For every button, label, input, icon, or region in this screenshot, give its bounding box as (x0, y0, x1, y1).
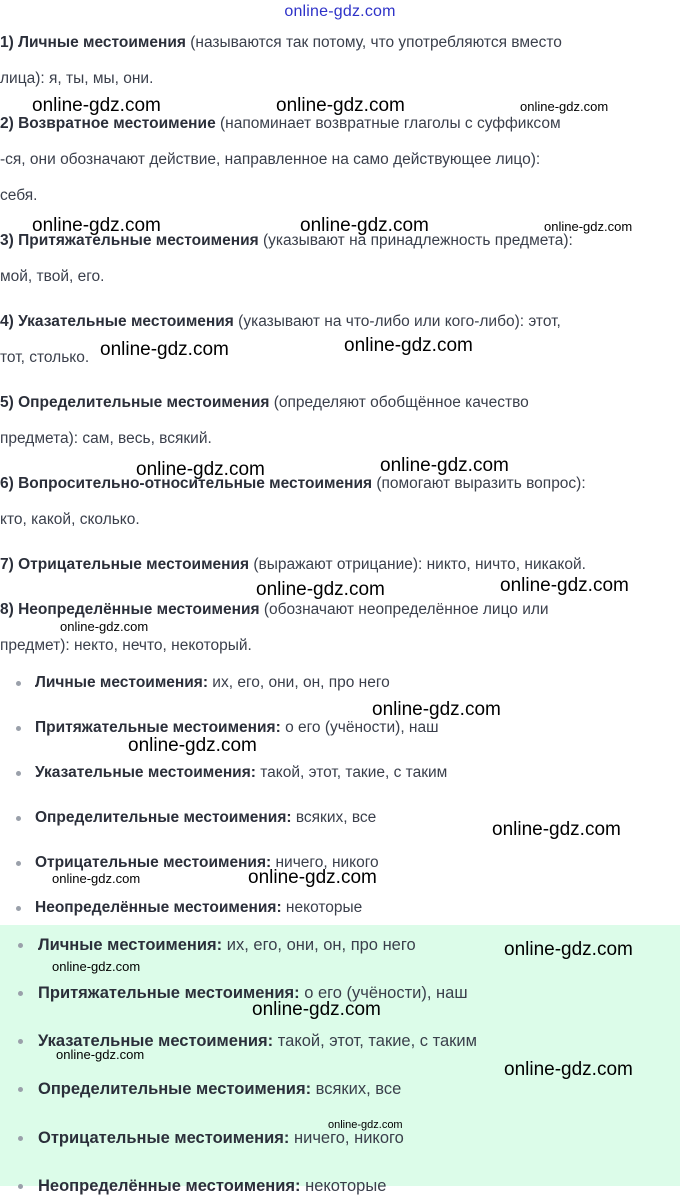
watermark: online-gdz.com (52, 959, 141, 974)
list-item-negative: 7) Отрицательные местоимения (выражают отрицание): никто, ничто, никакой. (0, 556, 586, 573)
watermark: online-gdz.com (300, 215, 429, 236)
bullet-dot (16, 681, 21, 686)
watermark: online-gdz.com (328, 1119, 403, 1131)
list-item-possessive: 3) Притяжательные местоимения (указывают на принадлежность предмета): мой, твой, его. (0, 232, 573, 285)
watermark: online-gdz.com (520, 99, 609, 114)
bullet-dot (16, 726, 21, 731)
list-item-demonstrative: 4) Указательные местоимения (указывают на что-либо или кого-либо): этот, тот, столько. (0, 313, 561, 366)
bullet-dot (16, 906, 21, 911)
watermark: online-gdz.com (252, 999, 381, 1020)
watermark: online-gdz.com (128, 735, 257, 756)
watermark: online-gdz.com (276, 95, 405, 116)
watermark: online-gdz.com (100, 339, 229, 360)
bullet-dot (18, 1087, 23, 1092)
bullet-dot (18, 1184, 23, 1189)
list-item-indefinite: 8) Неопределённые местоимения (обозначают неопределённое лицо или предмет): некто, нечто, некоторый. (0, 601, 549, 654)
bullet-dot (16, 861, 21, 866)
watermark: online-gdz.com (256, 579, 385, 600)
bullet-dot (18, 943, 23, 948)
list-item-determinative: 5) Определительные местоимения (определяют обобщённое качество предмета): сам, весь, всякий. (0, 394, 529, 447)
watermark: online-gdz.com (504, 1059, 633, 1080)
watermark: online-gdz.com (32, 215, 161, 236)
list-item-interrogative: 6) Вопросительно-относительные местоимения (помогают выразить вопрос): кто, какой, сколько. (0, 475, 586, 528)
site-header-logo[interactable]: online-gdz.com (284, 3, 396, 20)
watermark: online-gdz.com (372, 699, 501, 720)
list-item-personal: 1) Личные местоимения (называются так потому, что употребляются вместо лица): я, ты, мы, они. (0, 34, 562, 87)
watermark: online-gdz.com (344, 335, 473, 356)
watermark: online-gdz.com (380, 455, 509, 476)
watermark: online-gdz.com (544, 219, 633, 234)
watermark: online-gdz.com (248, 867, 377, 888)
bullet-dot (16, 771, 21, 776)
watermark: online-gdz.com (492, 819, 621, 840)
watermark: online-gdz.com (500, 575, 629, 596)
watermark: online-gdz.com (56, 1047, 145, 1062)
answer-block: Личные местоимения: их, его, они, он, про него Притяжательные местоимения: о его (учёности), наш Указательные местоимения: такой, этот, такие, с таким Определительные местоимения: всяких, все Отрицательные местоимения: ничего, никого Неопределённые местоимения: некоторые (0, 925, 680, 1186)
watermark: online-gdz.com (504, 939, 633, 960)
watermark: online-gdz.com (52, 871, 141, 886)
bullet-dot (18, 1136, 23, 1141)
watermark: online-gdz.com (136, 459, 265, 480)
bullet-dot (18, 1039, 23, 1044)
bullet-dot (16, 816, 21, 821)
list-item-reflexive: 2) Возвратное местоимение (напоминает возвратные глаголы с суффиксом -ся, они обозначают действие, направленное на само действующее лицо): себя. (0, 115, 561, 204)
watermark: online-gdz.com (60, 619, 149, 634)
watermark: online-gdz.com (32, 95, 161, 116)
bullet-dot (18, 991, 23, 996)
